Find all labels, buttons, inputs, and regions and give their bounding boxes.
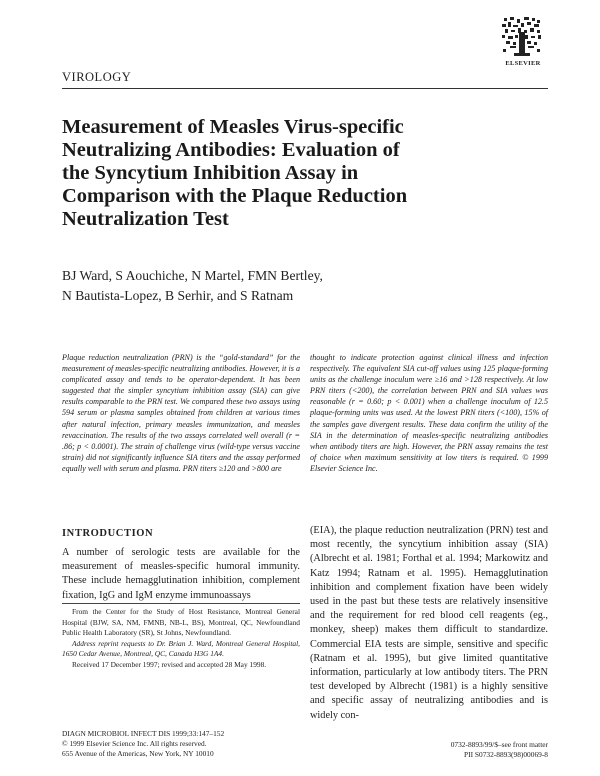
footer-copyright: © 1999 Elsevier Science Inc. All rights reserved. — [62, 739, 207, 748]
footnotes — [62, 607, 300, 670]
article-title: Measurement of Measles Virus-specific Neutralizing Antibodies: Evaluation of the Syncytium Inhibition Assay in Comparison with the Plaque Reduction Neutralization Test — [62, 116, 408, 230]
footer-journal: DIAGN MICROBIOL INFECT DIS 1999;33:147–152 — [62, 729, 225, 738]
footnote-affiliation: From the Center for the Study of Host Resistance, Montreal General Hospital (BJW, SA, NM, FMNB, NB-L, BS), Montreal, QC, Newfoundland Public Health Laboratory (SR), St Johns, Newfoundland. — [62, 607, 300, 637]
abstract-right-column: thought to indicate protection against clinical illness and infection respectively. The equivalent SIA cut-off values using 125 plaque-forming units as the challenge inoculum were ≥16 and >128 respectively. At low PRN titers (<200), the correlation between PRN and SIA values was reasonable (r = 0.60; p < 0.001) when a challenge inoculum of 12.5 plaque-forming units was used. At the lowest PRN titers (<100), 15% of the samples gave divergent results. These data confirm the utility of the SIA in the determination of measles-specific neutralizing antibodies when antibody titers are high. However, the PRN assay remains the test of choice when maximum sensitivity at low titers is required. © 1999 Elsevier Science Inc. — [310, 353, 548, 473]
introduction-left-column: A number of serologic tests are available for the measurement of measles-specific humoral immunity. These include hemagglutination inhibition, complement fixation, IgG and IgM enzyme immunoassays — [62, 547, 300, 601]
footer-pii: PII S0732-8893(98)00069-8 — [464, 750, 548, 759]
footer-issn: 0732-8893/99/$–see front matter — [450, 740, 548, 749]
section-label: VIROLOGY — [62, 70, 132, 84]
publisher-logo-text: ELSEVIER — [505, 60, 541, 67]
authors-line-2: N Bautista-Lopez, B Serhir, and S Ratnam — [62, 288, 294, 303]
footnote-rule — [62, 603, 300, 604]
footer-address: 655 Avenue of the Americas, New York, NY 10010 — [62, 749, 214, 758]
abstract-left-column: Plaque reduction neutralization (PRN) is the “gold-standard” for the measurement of measles-specific neutralizing antibodies. However, it is a complicated assay and tends to be operator-dependent. It has been suggested that the simpler syncytium inhibition assay (SIA) can give results comparable to the PRN test. We compared these two assays using 594 serum or plasma samples obtained from children at various times after natural infection, primary measles immunization, and measles revaccination. The results of the two assays correlated well overall (r = .86; p < 0.0001). The strain of challenge virus (wild-type versus vaccine strain) did not significantly influence SIA titers and the assay performed equally well with serum and plasma. PRN titers ≥120 and >800 are — [62, 353, 300, 473]
section-rule — [62, 88, 548, 89]
elsevier-tree-logo — [500, 16, 544, 66]
footnote-address: Address reprint requests to Dr. Brian J. Ward, Montreal General Hospital, 1650 Cedar Avenue, Montreal, QC, Canada H3G 1A4. — [62, 638, 300, 658]
footnote-received: Received 17 December 1997; revised and accepted 28 May 1998. — [72, 659, 267, 669]
introduction-heading: INTRODUCTION — [62, 528, 154, 539]
footer-left — [62, 729, 362, 759]
authors-line-1: BJ Ward, S Aouchiche, N Martel, FMN Bertley, — [62, 268, 323, 283]
introduction-right-column: (EIA), the plaque reduction neutralization (PRN) test and most recently, the syncytium inhibition assay (SIA) (Albrecht et al. 1981; Forthal et al. 1994; Markowitz and Katz 1994; Ratnam et al. 1995). Hemagglutination inhibition and complement fixation have been widely used in the past but these tests are relatively insensitive and the requirement for red blood cell reagents (eg., monkey, sheep) makes them difficult to standardize. Commercial EIA tests are simple, sensitive and specific (Ratnam et al. 1995), but give limited quantitative information, particularly at low antibody titers. The PRN test developed by Albrecht (1981) is a highly sensitive and specific assay of neutralizing antibodies and is widely con- — [310, 525, 548, 721]
footer-right — [400, 740, 548, 760]
author-list — [62, 266, 462, 306]
